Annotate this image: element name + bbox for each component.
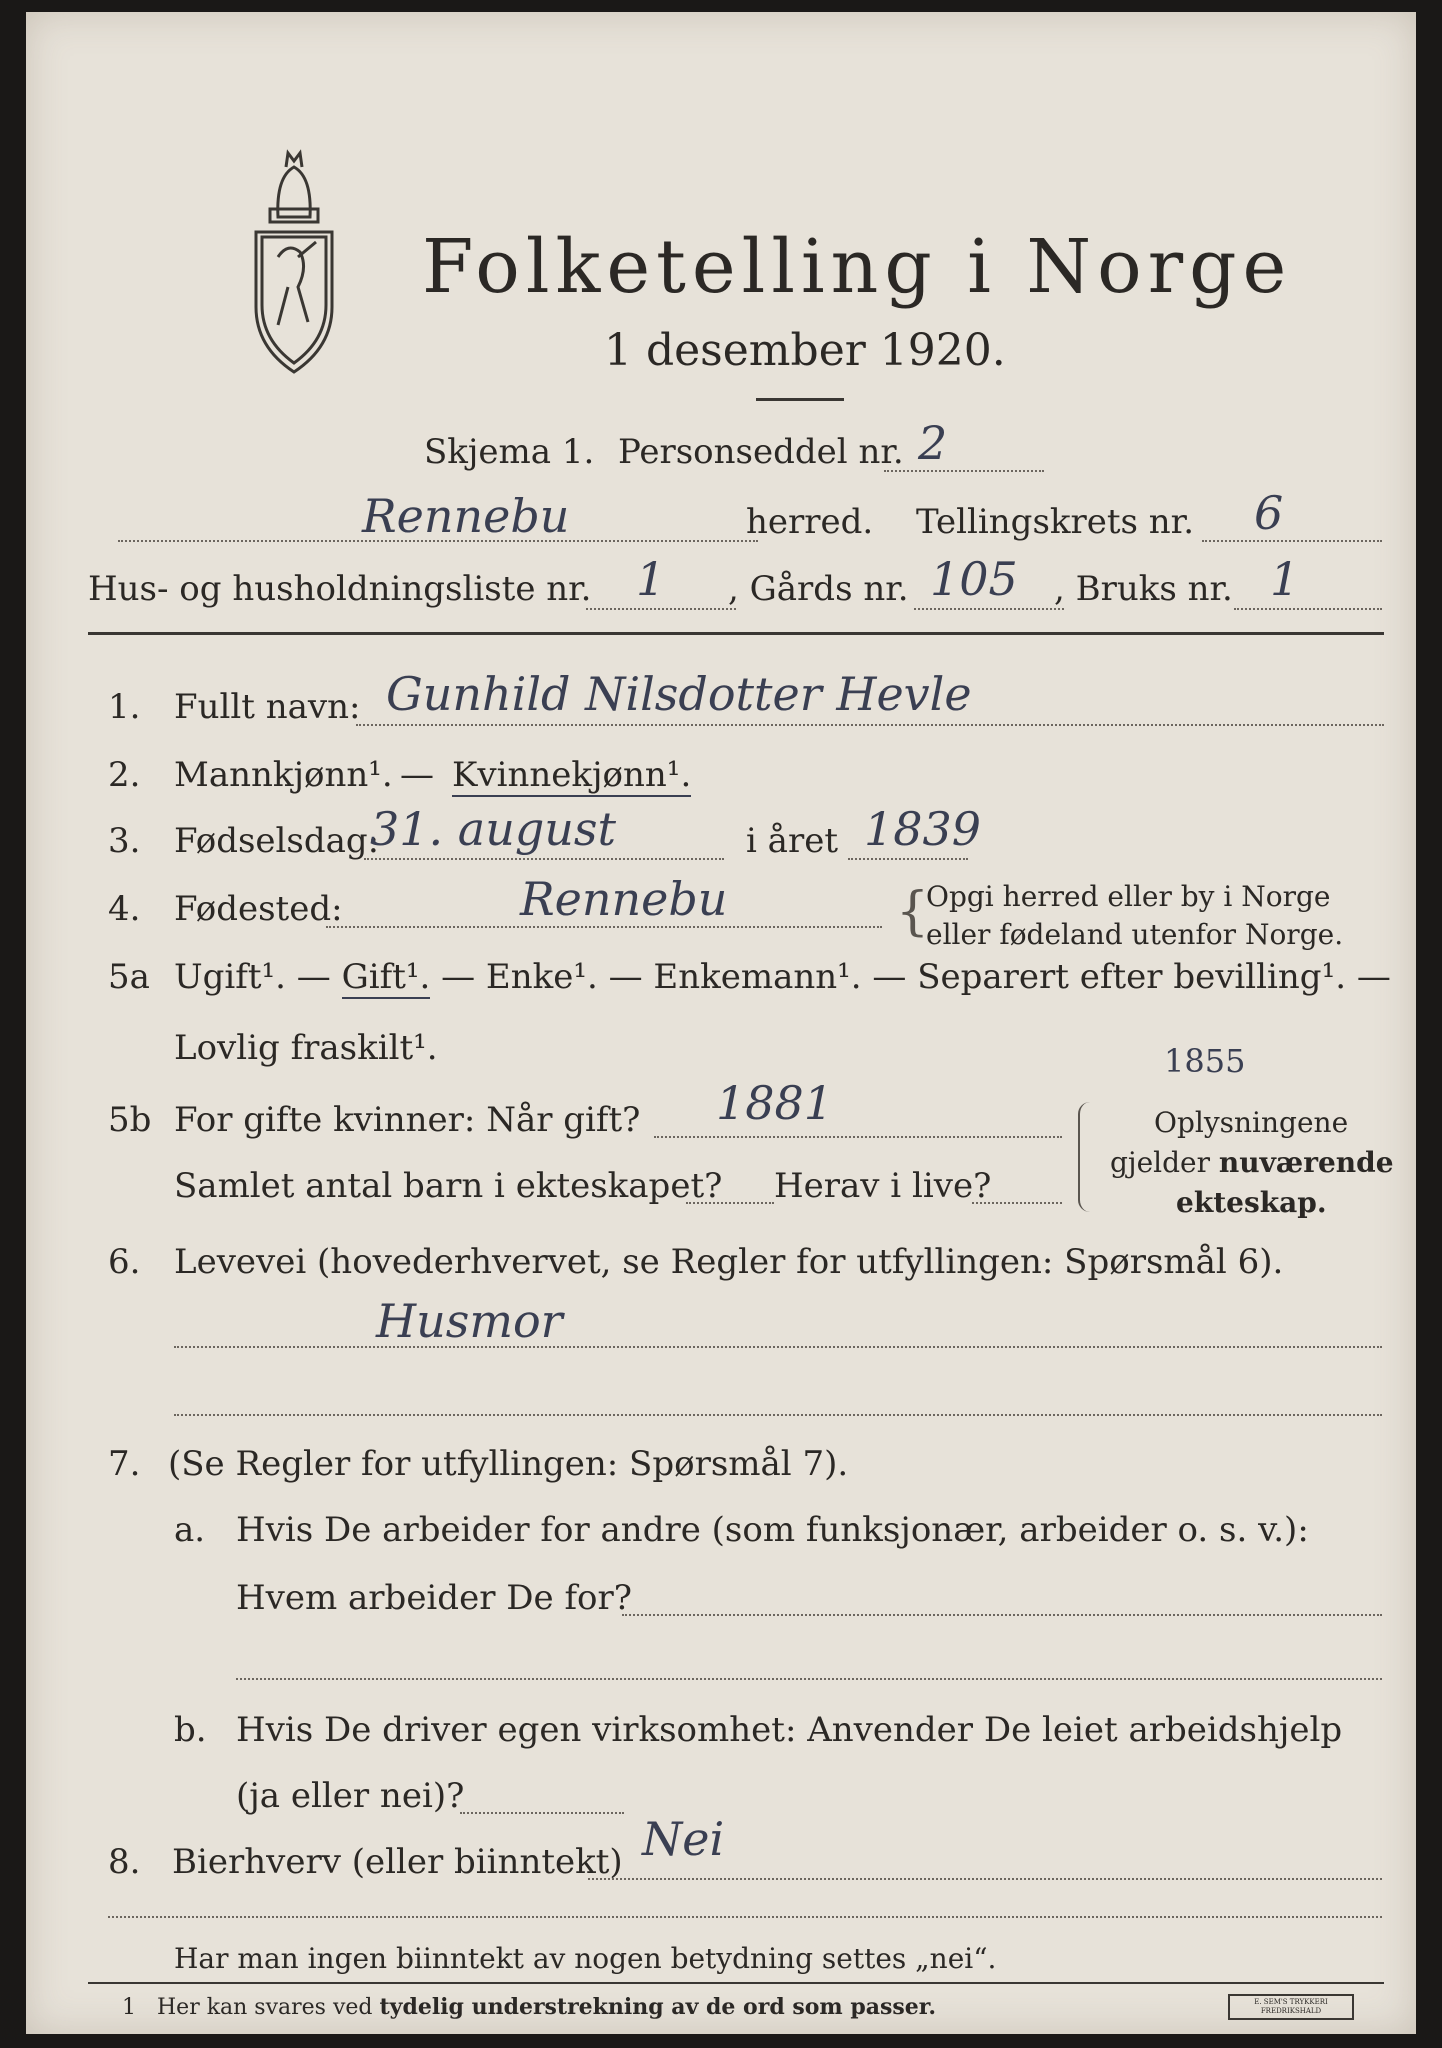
footer-rule xyxy=(88,1982,1384,1984)
q2-number: 2. xyxy=(108,755,141,795)
q5b-alive-line xyxy=(972,1202,1062,1204)
bruks-line xyxy=(1234,608,1382,610)
gards-line xyxy=(914,608,1064,610)
tellingskrets-value: 6 xyxy=(1254,486,1284,540)
q5b-value: 1881 xyxy=(716,1076,834,1130)
hus-value: 1 xyxy=(636,552,666,606)
q5b-margin-note: 1855 xyxy=(1164,1042,1246,1080)
footnote-text-b: tydelig understrekning av de ord som passer. xyxy=(379,1994,936,2020)
q6-line-1 xyxy=(174,1346,1382,1348)
q5a-ugift: Ugift¹. — xyxy=(174,957,342,997)
q5b-note-2a: gjelder xyxy=(1110,1146,1219,1179)
q1-label: Fullt navn: xyxy=(174,687,361,727)
q5b-label: For gifte kvinner: Når gift? xyxy=(174,1100,641,1140)
hus-line xyxy=(586,608,736,610)
q8-value: Nei xyxy=(642,1812,725,1866)
footnote xyxy=(122,1994,936,2020)
q1-value: Gunhild Nilsdotter Hevle xyxy=(386,667,972,721)
herred-label: herred. xyxy=(746,502,874,542)
q5b-children-line xyxy=(686,1202,774,1204)
q7-label: (Se Regler for utfyllingen: Spørsmål 7). xyxy=(168,1444,849,1484)
tellingskrets-label: Tellingskrets nr. xyxy=(916,502,1195,542)
q7-number: 7. xyxy=(108,1444,141,1484)
q5b-bracket xyxy=(1078,1102,1096,1212)
q7b-text: Hvis De driver egen virksomhet: Anvender De leiet arbeidshjelp xyxy=(236,1710,1343,1750)
q4-note-2: eller fødeland utenfor Norge. xyxy=(926,918,1344,951)
q5b-note-1: Oplysningene xyxy=(1154,1106,1349,1139)
census-date: 1 desember 1920. xyxy=(604,325,1006,376)
q5a-gift: Gift¹. xyxy=(341,957,431,997)
q3-line xyxy=(364,858,724,860)
q3-value: 31. august xyxy=(370,802,616,856)
q3-year-line xyxy=(848,858,968,860)
printer-stamp: E. SEM'S TRYKKERI FREDRIKSHALD xyxy=(1228,1994,1354,2020)
q2-dash: — xyxy=(400,755,434,795)
q8-number: 8. xyxy=(108,1842,141,1882)
q7b-question: (ja eller nei)? xyxy=(236,1776,465,1816)
tellingskrets-line xyxy=(1202,540,1382,542)
census-form xyxy=(26,12,1416,2034)
q4-note-1: Opgi herred eller by i Norge xyxy=(926,880,1331,913)
q8-line-2 xyxy=(108,1916,1382,1918)
q7b-number: b. xyxy=(174,1710,207,1750)
q4-label: Fødested: xyxy=(174,889,343,929)
q3-year-label: i året xyxy=(746,821,838,861)
q6-value: Husmor xyxy=(376,1294,563,1348)
q4-value: Rennebu xyxy=(520,872,728,926)
footnote-number: 1 xyxy=(122,1995,136,2020)
gards-value: 105 xyxy=(930,552,1018,606)
q5b-note-2b: nuværende xyxy=(1218,1146,1394,1179)
q4-line xyxy=(326,926,882,928)
q6-number: 6. xyxy=(108,1242,141,1282)
footer-note: Har man ingen biinntekt av nogen betydning settes „nei“. xyxy=(174,1942,997,1975)
q7a-text: Hvis De arbeider for andre (som funksjonær, arbeider o. s. v.): xyxy=(236,1510,1309,1550)
bruks-value: 1 xyxy=(1270,552,1300,606)
q5a-rest: — Enke¹. — Enkemann¹. — Separert efter bevilling¹. — xyxy=(430,957,1391,997)
q5b-alive-label: Herav i live? xyxy=(774,1166,992,1206)
herred-value: Rennebu xyxy=(362,489,570,543)
q7a-question: Hvem arbeider De for? xyxy=(236,1578,632,1618)
q7b-line xyxy=(460,1812,624,1814)
title-divider xyxy=(756,398,844,401)
q1-line xyxy=(356,724,1384,726)
q6-label: Levevei (hovederhvervet, se Regler for utfyllingen: Spørsmål 6). xyxy=(174,1242,1284,1282)
q6-line-2 xyxy=(174,1414,1382,1416)
q8-label: Bierhverv (eller biinntekt) xyxy=(172,1842,623,1882)
q5b-note-3: ekteskap. xyxy=(1176,1186,1327,1219)
q4-brace: { xyxy=(896,882,930,942)
personseddel-value: 2 xyxy=(918,416,948,470)
footnote-text-a: Her kan svares ved xyxy=(156,1995,380,2020)
q4-number: 4. xyxy=(108,889,141,929)
personseddel-line xyxy=(884,470,1044,472)
coat-of-arms-icon xyxy=(248,147,340,377)
q2-male: Mannkjønn¹. xyxy=(174,755,393,795)
skjema-label: Skjema 1. xyxy=(424,432,595,472)
q2-female: Kvinnekjønn¹. xyxy=(452,755,692,795)
q7a-line-1 xyxy=(622,1614,1382,1616)
q5b-line xyxy=(654,1136,1062,1138)
q5a-number: 5a xyxy=(108,957,150,997)
q7a-line-2 xyxy=(236,1678,1382,1680)
q5b-number: 5b xyxy=(108,1100,152,1140)
gards-label: , Gårds nr. xyxy=(728,569,909,609)
q8-line-1 xyxy=(588,1878,1382,1880)
q3-number: 3. xyxy=(108,821,141,861)
q3-label: Fødselsdag: xyxy=(174,821,380,861)
q1-number: 1. xyxy=(108,687,141,727)
hus-label: Hus- og husholdningsliste nr. xyxy=(88,569,592,609)
q3-year-value: 1839 xyxy=(864,802,982,856)
q5b-note-2 xyxy=(1110,1146,1394,1179)
q5a-line-1 xyxy=(174,957,1391,997)
form-title: Folketelling i Norge xyxy=(422,224,1293,310)
personseddel-label: Personseddel nr. xyxy=(618,432,904,472)
q7a-number: a. xyxy=(174,1510,206,1550)
header-rule xyxy=(88,632,1384,635)
q5b-children-label: Samlet antal barn i ekteskapet? xyxy=(174,1166,723,1206)
bruks-label: , Bruks nr. xyxy=(1054,569,1233,609)
q5a-line-2: Lovlig fraskilt¹. xyxy=(174,1028,438,1068)
